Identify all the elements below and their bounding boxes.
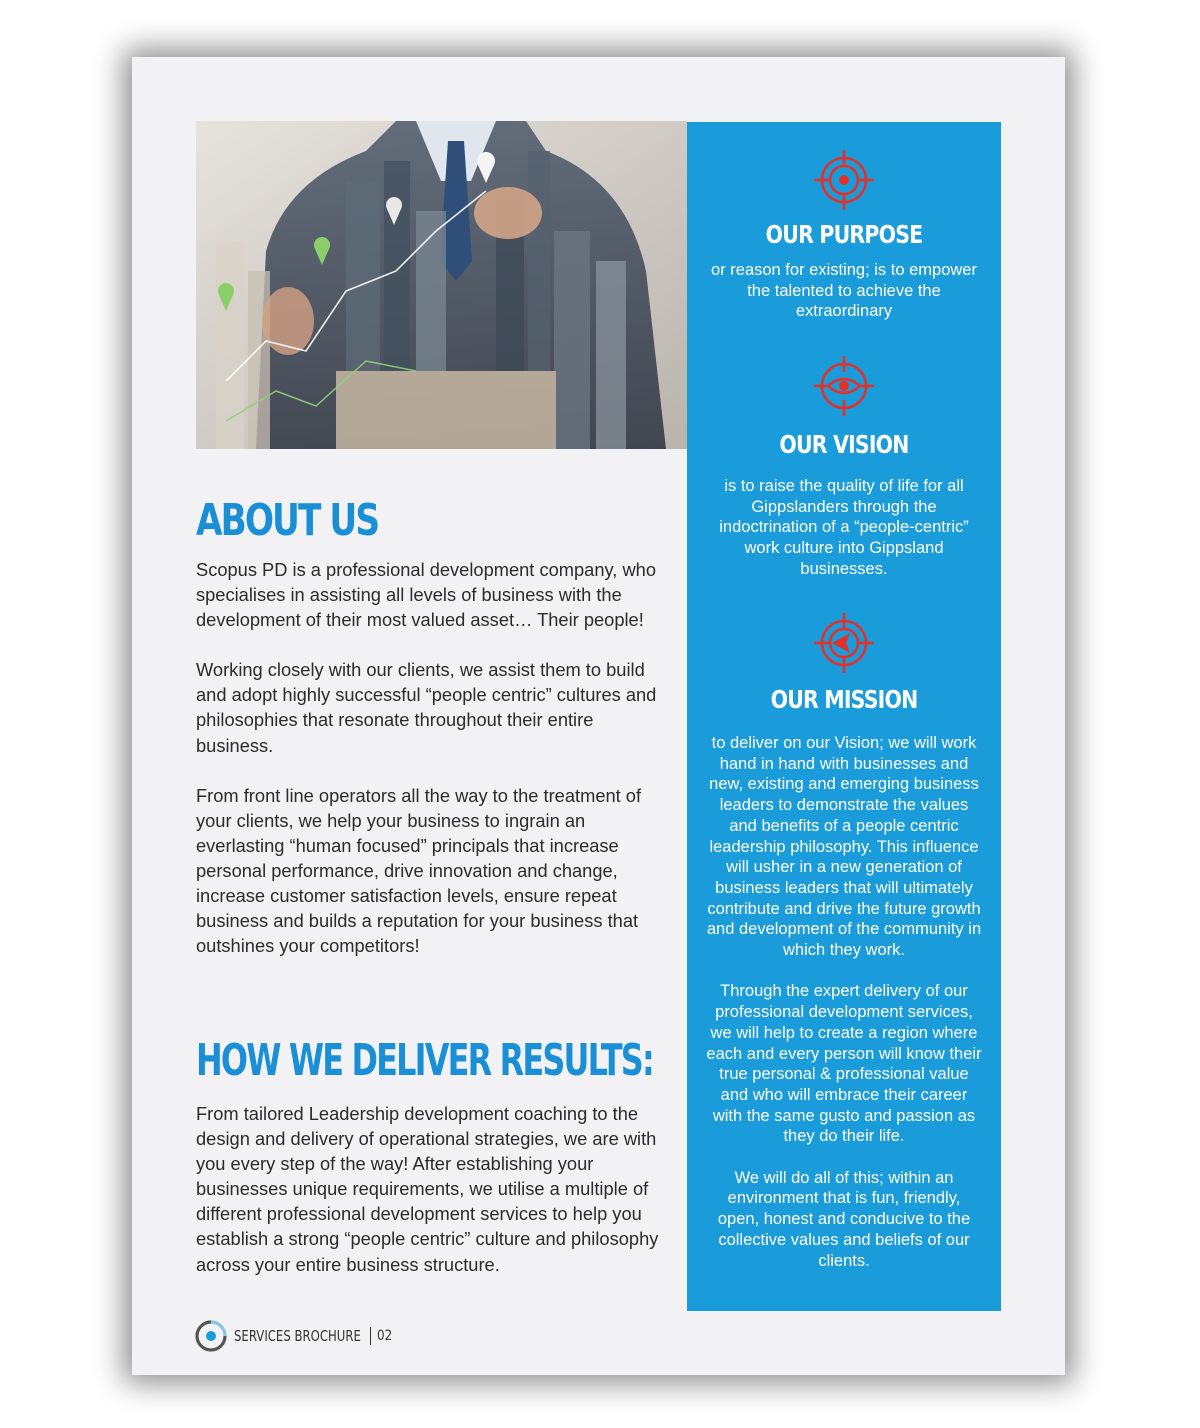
brochure-page <box>132 57 1065 1375</box>
footer-label: SERVICES BROCHURE <box>234 1327 361 1345</box>
deliver-results-heading: HOW WE DELIVER RESULTS: <box>196 1035 653 1086</box>
purpose-section <box>687 148 1001 322</box>
about-paragraph: Working closely with our clients, we assist them to build and adopt highly successful “people centric” cultures and philosophies that resonate throughout their entire business. <box>196 659 657 756</box>
vision-section <box>687 354 1001 580</box>
about-us-body <box>196 557 664 983</box>
vision-text: is to raise the quality of life for all Gippslanders through the indoctrination of a “people-centric” work culture into Gippsland businesses. <box>719 477 969 578</box>
vision-title: OUR VISION <box>779 430 909 459</box>
target-eye-icon <box>812 354 876 418</box>
businessman-city-overlay-photo <box>196 121 687 449</box>
target-arrow-icon <box>812 611 876 675</box>
mission-section <box>687 611 1001 1271</box>
mission-paragraph: to deliver on our Vision; we will work hand in hand with businesses and new, existing and emerging business leaders to demonstrate the values and benefits of a people centric leadership philosophy. This influence will usher in a new generation of business leaders that will ultimately contribute and drive the future growth and development of the community in which they work. <box>706 734 982 960</box>
scopus-ring-logo-icon <box>194 1319 228 1353</box>
purpose-text: or reason for existing; is to empower the talented to achieve the extraordinary <box>711 261 977 321</box>
target-dot-icon <box>812 148 876 212</box>
page-number: 02 <box>377 1328 393 1344</box>
about-paragraph: From front line operators all the way to the treatment of your clients, we help your business to ingrain an everlasting “human focused” principals that increase personal performance, drive innovation and change, increase customer satisfaction levels, ensure repeat business and builds a reputation for your business that outshines your competitors! <box>196 784 642 957</box>
purpose-vision-mission-panel <box>687 122 1001 1311</box>
hero-image <box>196 121 687 449</box>
deliver-paragraph: From tailored Leadership development coaching to the design and delivery of operational strategies, we are with you every step of the way! After establishing your businesses unique requirements, we utilise a multiple of different professional development services to help you establish a strong “people centric” culture and philosophy across your entire business structure. <box>196 1103 659 1275</box>
page-footer <box>194 1319 395 1353</box>
about-us-heading: ABOUT US <box>196 495 379 546</box>
mission-text <box>687 733 1001 1271</box>
mission-title: OUR MISSION <box>770 685 918 714</box>
deliver-results-body <box>196 1101 666 1302</box>
mission-paragraph: We will do all of this; within an environment that is fun, friendly, open, honest and conducive to the collective values and beliefs of our clients. <box>717 1168 971 1270</box>
about-paragraph: Scopus PD is a professional development company, who specialises in assisting all levels of business with the development of their most valued asset… Their people! <box>196 559 656 631</box>
purpose-title: OUR PURPOSE <box>765 220 923 249</box>
mission-paragraph: Through the expert delivery of our professional development services, we will help to create a region where each and every person will know their true personal & professional value and who will embrace their career with the same gusto and passion as they do their life. <box>706 982 982 1146</box>
footer-divider <box>370 1327 371 1345</box>
